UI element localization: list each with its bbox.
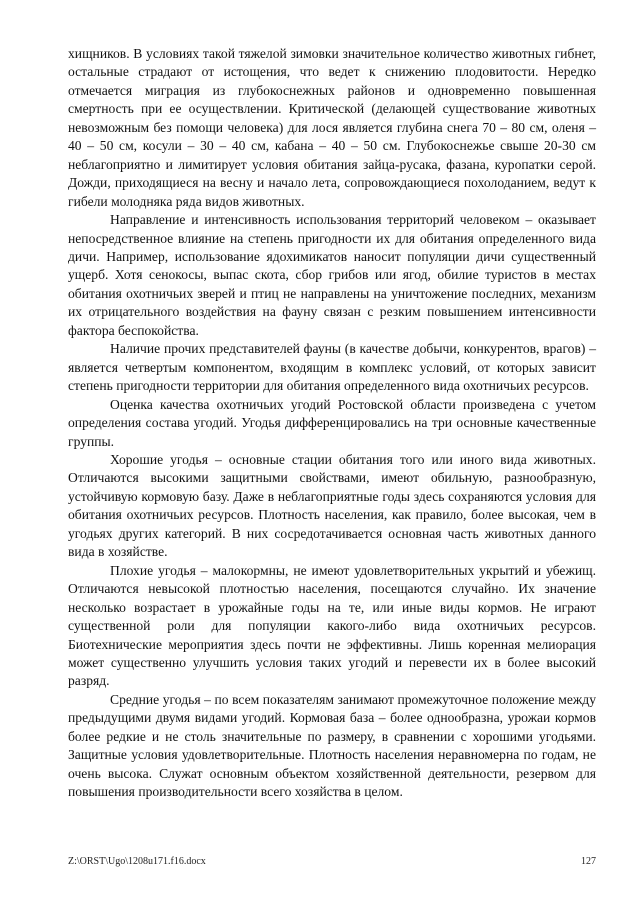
paragraph-3: Наличие прочих представителей фауны (в качестве добычи, конкурентов, врагов) – является четвертым компонентом, входящим в комплекс условий, от которых зависит степень пригодности территории для обитания определенного вида охотничьих ресурсов.	[68, 341, 596, 394]
document-body	[68, 45, 596, 802]
paragraph-1: хищников. В условиях такой тяжелой зимовки значительное количество животных гибнет, остальные страдают от истощения, что ведет к снижению плодовитости. Нередко отмечается миграция из глубокоснежных районов и одновременно повышенная смертность при ее осуществлении. Критической (делающей существование животных невозможным без помощи человека) для лося является глубина снега 70 – 80 см, оленя – 40 – 50 см, косули – 30 – 40 см, кабана – 40 – 50 см. Глубокоснежье свыше 20-30 см неблагоприятно и лимитирует условия обитания зайца-русака, фазана, куропатки серой. Дожди, приходящиеся на весну и начало лета, сопровождающиеся похолоданием, ведут к гибели молодняка ряда видов животных.	[68, 46, 596, 209]
paragraph-5: Хорошие угодья – основные стации обитания того или иного вида животных. Отличаются высокими защитными свойствами, имеют обильную, разнообразную, устойчивую кормовую базу. Даже в неблагоприятные годы здесь сохраняются условия для обитания охотничьих ресурсов. Плотность населения, как правило, более высокая, чем в угодьях других категорий. В них сосредотачивается основная часть животных данного вида в хозяйстве.	[68, 451, 596, 560]
footer-file-path: Z:\ORST\Ugo\1208u171.f16.docx	[68, 856, 206, 867]
paragraph-2: Направление и интенсивность использования территорий человеком – оказывает непосредственное влияние на степень пригодности их для обитания определенного вида дичи. Например, использование ядохимикатов наносит популяции дичи существенный ущерб. Хотя сенокосы, выпас скота, сбор грибов или ягод, обилие туристов в местах обитания охотничьих зверей и птиц не направлены на уничтожение последних, механизм их отрицательного воздействия на фауну связан с резким повышением интенсивности фактора беспокойства.	[68, 212, 596, 338]
paragraph-7: Средние угодья – по всем показателям занимают промежуточное положение между предыдущими двумя видами угодий. Кормовая база – более однообразна, урожаи кормов более редкие и не столь значительные по размеру, в сравнении с хорошими угодьями. Защитные условия удовлетворительные. Плотность населения неравномерна по годам, не очень высока. Служат основным объектом хозяйственной деятельности, резервом для повышения производительности всего хозяйства в целом.	[68, 691, 596, 800]
footer-page-number: 127	[581, 856, 596, 867]
paragraph-4: Оценка качества охотничьих угодий Ростовской области произведена с учетом определения состава угодий. Угодья дифференцировались на три основные качественные группы.	[68, 396, 596, 449]
paragraph-6: Плохие угодья – малокормны, не имеют удовлетворительных укрытий и убежищ. Отличаются невысокой плотностью населения, посещаются случайно. Их значение несколько возрастает в урожайные годы на те, или иные виды кормов. Не играют существенной роли для популяции какого-либо вида охотничьих ресурсов. Биотехнические мероприятия здесь почти не эффективны. Лишь коренная мелиорация может существенно улучшить условия таких угодий и перевести их в более высокий разряд.	[68, 562, 596, 689]
